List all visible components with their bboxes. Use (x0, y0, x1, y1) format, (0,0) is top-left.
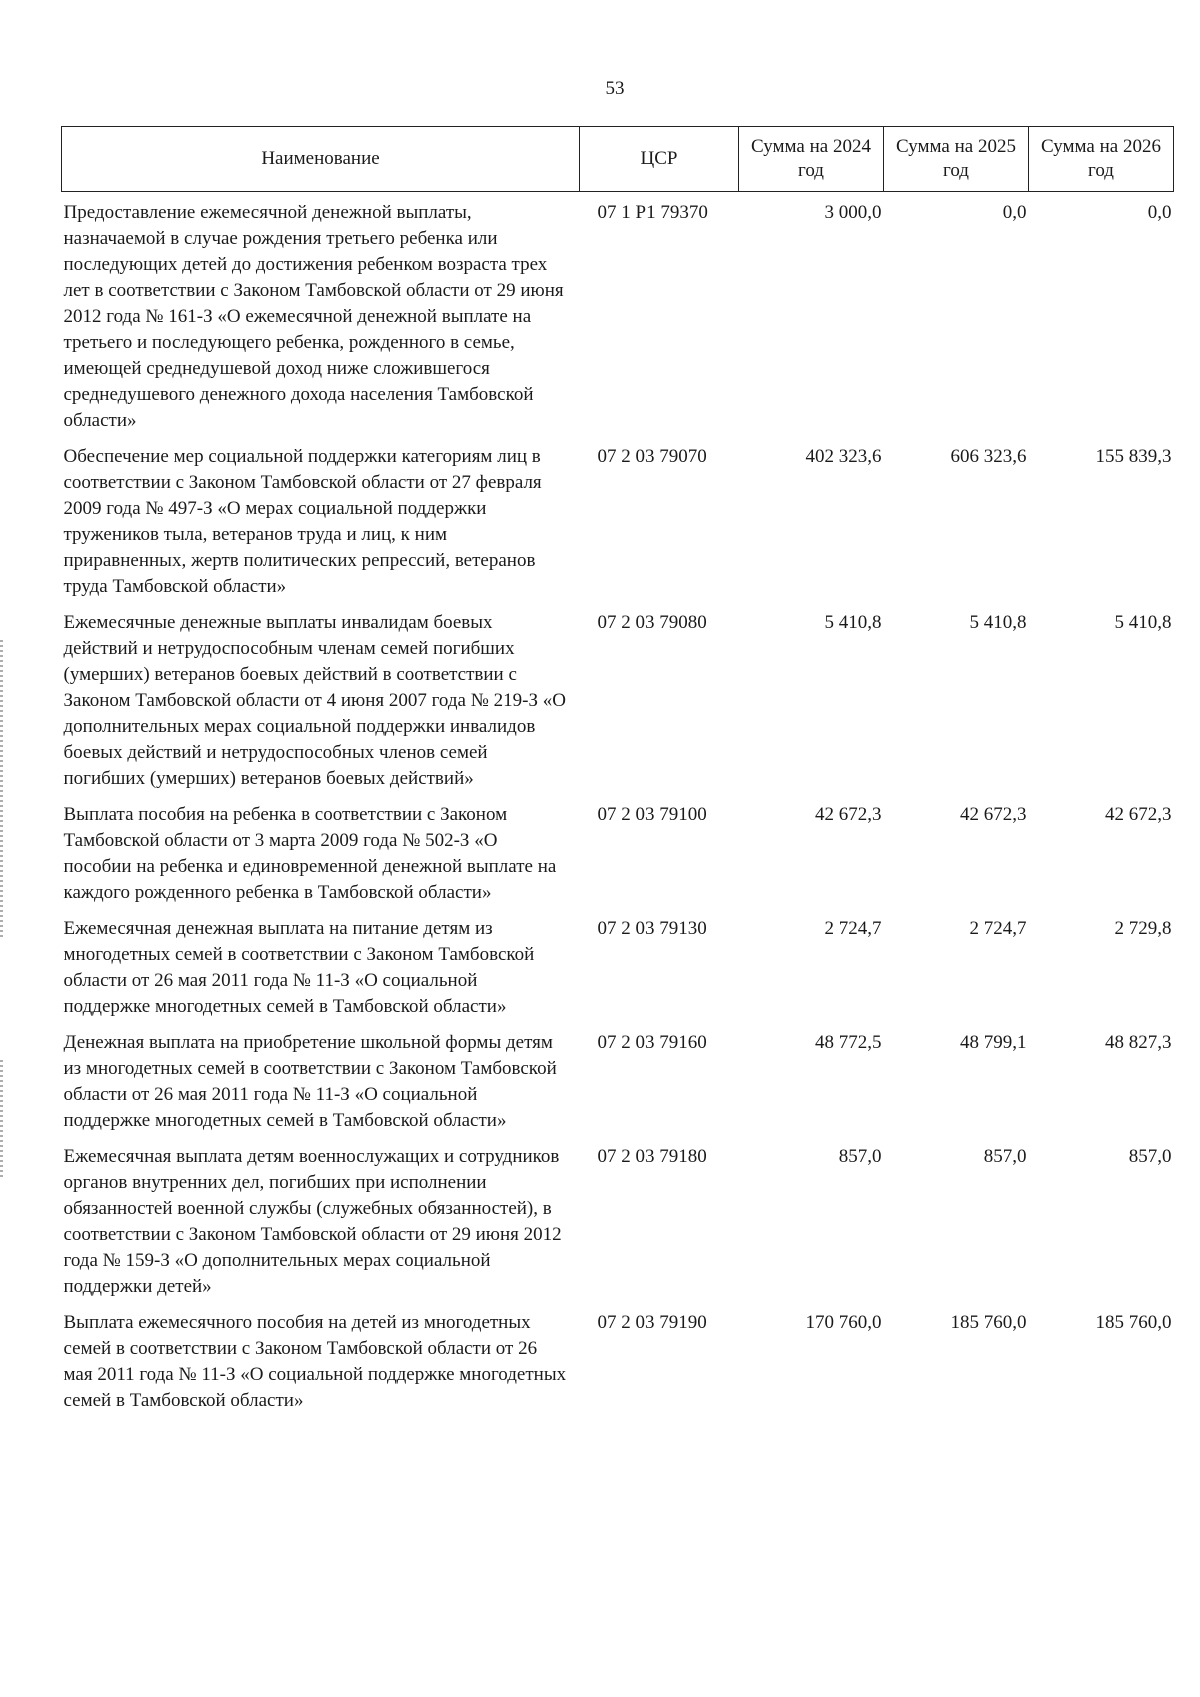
header-sum-2026: Сумма на 2026 год (1029, 127, 1174, 192)
header-sum-2024: Сумма на 2024 год (739, 127, 884, 192)
row-sum-2026: 857,0 (1128, 1146, 1172, 1167)
row-name: Денежная выплата на приобретение школьной формы детям из многодетных семей в соответствии с Законом Тамбовской области от 26 мая 2011 года № 11-З «О социальной поддержке многодетных семей в Тамбовской области» (63, 1032, 557, 1131)
table-row (62, 1144, 1174, 1310)
row-sum-2025: 0,0 (1002, 202, 1027, 223)
table-row (62, 610, 1174, 802)
table-row (62, 192, 1174, 445)
row-name: Выплата ежемесячного пособия на детей из многодетных семей в соответствии с Законом Тамбовской области от 26 мая 2011 года № 11-З «О социальной поддержке многодетных семей в Тамбовской области» (63, 1312, 567, 1411)
row-csr: 07 2 03 79180 (597, 1146, 707, 1167)
row-sum-2024: 857,0 (838, 1146, 882, 1167)
row-name: Ежемесячная денежная выплата на питание детям из многодетных семей в соответствии с Законом Тамбовской области от 26 мая 2011 года № 11-З «О социальной поддержке многодетных семей в Тамбовской области» (63, 918, 535, 1017)
table-row (62, 802, 1174, 916)
row-name: Ежемесячные денежные выплаты инвалидам боевых действий и нетрудоспособным членам семей погибших (умерших) ветеранов боевых действий в соответствии с Законом Тамбовской области от 4 июня 2007 года № 219-З «О дополнительных мерах социальной поддержки инвалидов боевых действий и нетрудоспособных членов семей погибших (умерших) ветеранов боевых действий» (63, 612, 566, 789)
header-name: Наименование (62, 127, 580, 192)
table-row (62, 444, 1174, 610)
row-csr: 07 1 P1 79370 (597, 202, 708, 223)
row-sum-2025: 606 323,6 (950, 446, 1027, 467)
table-row (62, 1030, 1174, 1144)
row-sum-2025: 5 410,8 (969, 612, 1027, 633)
row-sum-2024: 3 000,0 (824, 202, 882, 223)
row-name: Ежемесячная выплата детям военнослужащих и сотрудников органов внутренних дел, погибших при исполнении обязанностей военной службы (служебных обязанностей), в соответствии с Законом Тамбовской области от 29 июня 2012 года № 159-З «О дополнительных мерах социальной поддержки детей» (63, 1146, 562, 1297)
scan-edge-mark (0, 640, 3, 940)
row-sum-2026: 48 827,3 (1105, 1032, 1172, 1053)
row-csr: 07 2 03 79130 (597, 918, 707, 939)
row-csr: 07 2 03 79080 (597, 612, 707, 633)
table-row (62, 916, 1174, 1030)
row-sum-2026: 2 729,8 (1114, 918, 1172, 939)
row-sum-2024: 48 772,5 (815, 1032, 882, 1053)
row-sum-2024: 402 323,6 (805, 446, 882, 467)
row-name: Предоставление ежемесячной денежной выплаты, назначаемой в случае рождения третьего ребенка или последующих детей до достижения ребенком возраста трех лет в соответствии с Законом Тамбовской области от 29 июня 2012 года № 161-З «О ежемесячной денежной выплате на третьего и последующего ребенка, рожденного в семье, имеющей среднедушевой доход ниже сложившегося среднедушевого денежного дохода населения Тамбовской области» (63, 202, 564, 431)
scan-edge-mark (0, 1060, 3, 1180)
page-number: 53 (605, 78, 625, 99)
budget-table (61, 126, 1174, 1424)
table-row (62, 1310, 1174, 1424)
row-sum-2024: 170 760,0 (805, 1312, 882, 1333)
row-sum-2026: 0,0 (1147, 202, 1172, 223)
row-name: Выплата пособия на ребенка в соответствии с Законом Тамбовской области от 3 марта 2009 года № 502-З «О пособии на ребенка и единовременной денежной выплате на каждого рожденного ребенка в Тамбовской области» (63, 804, 557, 903)
row-sum-2024: 5 410,8 (824, 612, 882, 633)
row-sum-2025: 42 672,3 (960, 804, 1027, 825)
row-csr: 07 2 03 79070 (597, 446, 707, 467)
row-sum-2024: 2 724,7 (824, 918, 882, 939)
table-header-row (62, 127, 1174, 192)
row-csr: 07 2 03 79190 (597, 1312, 707, 1333)
row-sum-2026: 155 839,3 (1095, 446, 1172, 467)
row-sum-2026: 185 760,0 (1095, 1312, 1172, 1333)
row-csr: 07 2 03 79100 (597, 804, 707, 825)
row-sum-2025: 48 799,1 (960, 1032, 1027, 1053)
header-csr: ЦСР (580, 127, 739, 192)
row-sum-2024: 42 672,3 (815, 804, 882, 825)
row-name: Обеспечение мер социальной поддержки категориям лиц в соответствии с Законом Тамбовской области от 27 февраля 2009 года № 497-З «О мерах социальной поддержки тружеников тыла, ветеранов труда и лиц, к ним приравненных, жертв политических репрессий, ветеранов труда Тамбовской области» (63, 446, 542, 597)
row-sum-2025: 857,0 (983, 1146, 1027, 1167)
row-sum-2026: 42 672,3 (1105, 804, 1172, 825)
row-csr: 07 2 03 79160 (597, 1032, 707, 1053)
row-sum-2025: 2 724,7 (969, 918, 1027, 939)
row-sum-2025: 185 760,0 (950, 1312, 1027, 1333)
header-sum-2025: Сумма на 2025 год (884, 127, 1029, 192)
row-sum-2026: 5 410,8 (1114, 612, 1172, 633)
